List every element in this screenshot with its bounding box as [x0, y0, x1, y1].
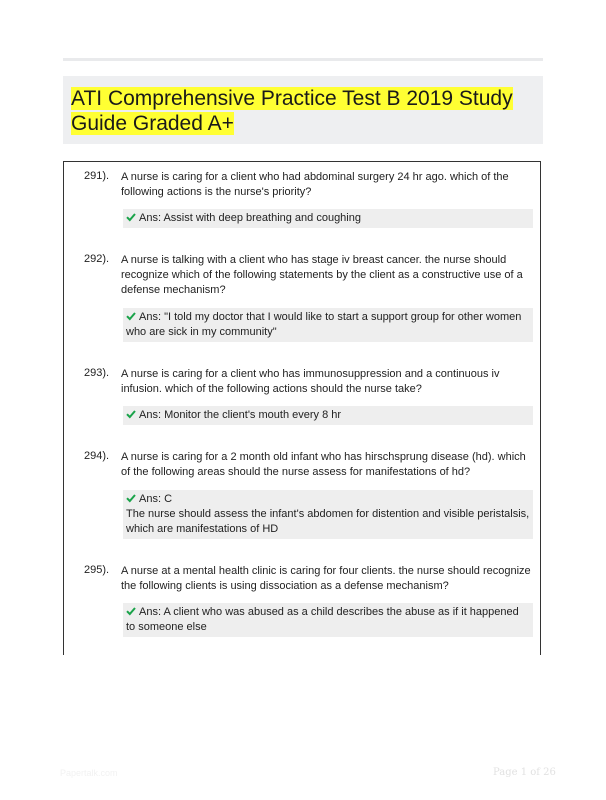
- check-icon: [126, 493, 136, 503]
- question-number: 295).: [84, 564, 110, 576]
- page-title: [71, 86, 531, 136]
- answer-detail: The nurse should assess the infant's abdomen for distention and visible peristalsis, which are manifestations of HD: [126, 508, 530, 535]
- page-title-text: ATI Comprehensive Practice Test B 2019 Study Guide Graded A+: [71, 87, 513, 135]
- question-number: 293).: [84, 367, 110, 379]
- check-icon: [126, 311, 136, 321]
- question-text: A nurse is caring for a 2 month old infant who has hirschsprung disease (hd). which of the following areas should the nurse assess for manifestations of hd?: [121, 451, 526, 478]
- question-number: 291).: [84, 170, 110, 182]
- answer-text: Ans: A client who was abused as a child describes the abuse as if it happened to someone else: [126, 606, 519, 633]
- answer-box: [123, 490, 533, 539]
- answer-text: Ans: Monitor the client's mouth every 8 hr: [139, 409, 342, 421]
- page-number: Page 1 of 26: [493, 767, 556, 778]
- question-text: A nurse is caring for a client who had abdominal surgery 24 hr ago. which of the following actions is the nurse's priority?: [121, 171, 509, 198]
- question-list: [63, 161, 541, 655]
- answer-box: [123, 406, 533, 425]
- top-divider: [63, 58, 543, 61]
- question-text: A nurse is caring for a client who has immunosuppression and a continuous iv infusion. which of the following actions should the nurse take?: [121, 368, 500, 395]
- answer-text: Ans: Assist with deep breathing and coughing: [139, 212, 361, 224]
- question-text: A nurse is talking with a client who has stage iv breast cancer. the nurse should recognize which of the following statements by the client as a constructive use of a defense mechanism?: [121, 254, 523, 296]
- answer-text: Ans: C: [139, 493, 173, 505]
- answer-box: [123, 308, 533, 342]
- question-text: A nurse at a mental health clinic is caring for four clients. the nurse should recognize the following clients is using dissociation as a defense mechanism?: [121, 565, 531, 592]
- title-banner: [63, 76, 543, 144]
- question-number: 294).: [84, 450, 110, 462]
- check-icon: [126, 606, 136, 616]
- check-icon: [126, 409, 136, 419]
- answer-text: Ans: "I told my doctor that I would like to start a support group for other women who are sick in my community": [126, 311, 522, 338]
- question-number: 292).: [84, 253, 110, 265]
- check-icon: [126, 212, 136, 222]
- answer-box: [123, 603, 533, 637]
- answer-box: [123, 209, 533, 228]
- footer-watermark: Papertalk.com: [60, 768, 118, 778]
